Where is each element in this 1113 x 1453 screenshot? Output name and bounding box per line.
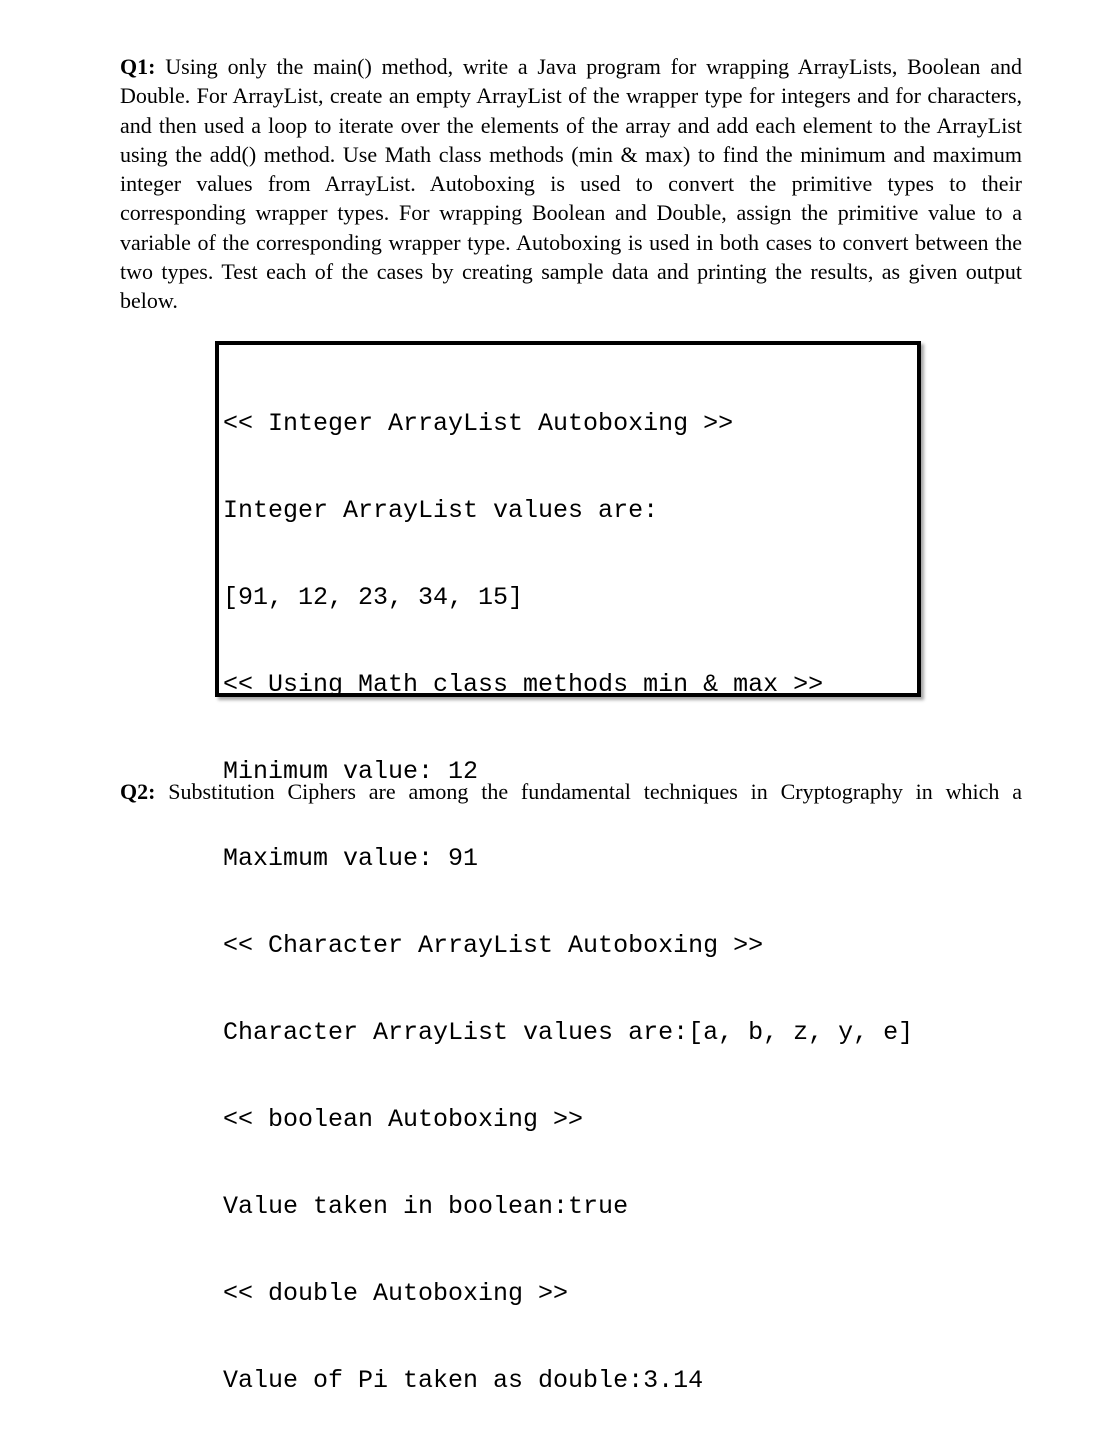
output-line-minimum: Minimum value: 12 bbox=[223, 757, 479, 786]
question-2-paragraph bbox=[120, 777, 1022, 806]
question-2-text: Substitution Ciphers are among the fundamental techniques in Cryptography in which a bbox=[155, 779, 1022, 804]
output-line-maximum: Maximum value: 91 bbox=[223, 844, 479, 873]
output-line-boolean-header: << boolean Autoboxing >> bbox=[223, 1105, 584, 1134]
output-line-integer-values: [91, 12, 23, 34, 15] bbox=[223, 583, 524, 612]
output-line-character-header: << Character ArrayList Autoboxing >> bbox=[223, 931, 764, 960]
question-2-label: Q2: bbox=[120, 779, 156, 804]
sample-output-text bbox=[223, 351, 913, 1453]
output-line-integer-header: << Integer ArrayList Autoboxing >> bbox=[223, 409, 734, 438]
output-line-double-header: << double Autoboxing >> bbox=[223, 1279, 569, 1308]
output-line-double-value: Value of Pi taken as double:3.14 bbox=[223, 1366, 704, 1395]
output-line-character-values: Character ArrayList values are:[a, b, z, y, e] bbox=[223, 1018, 914, 1047]
question-1-paragraph bbox=[120, 52, 1022, 316]
question-1-label: Q1: bbox=[120, 54, 156, 79]
output-line-integer-values-label: Integer ArrayList values are: bbox=[223, 496, 659, 525]
output-line-math-header: << Using Math class methods min & max >> bbox=[223, 670, 824, 699]
output-line-boolean-value: Value taken in boolean:true bbox=[223, 1192, 629, 1221]
question-1-text: Using only the main() method, write a Java program for wrapping ArrayLists, Boolean and Double. For ArrayList, create an empty ArrayList of the wrapper type for integers and for characters, and then used a loop to iterate over the elements of the array and add each element to the ArrayList using the add() method. Use Math class methods (min & max) to find the minimum and maximum integer values from ArrayList. Autoboxing is used to convert the primitive types to their corresponding wrapper types. For wrapping Boolean and Double, assign the primitive value to a variable of the corresponding wrapper type. Autoboxing is used in both cases to convert between the two types. Test each of the cases by creating sample data and printing the results, as given output below. bbox=[120, 54, 1022, 314]
